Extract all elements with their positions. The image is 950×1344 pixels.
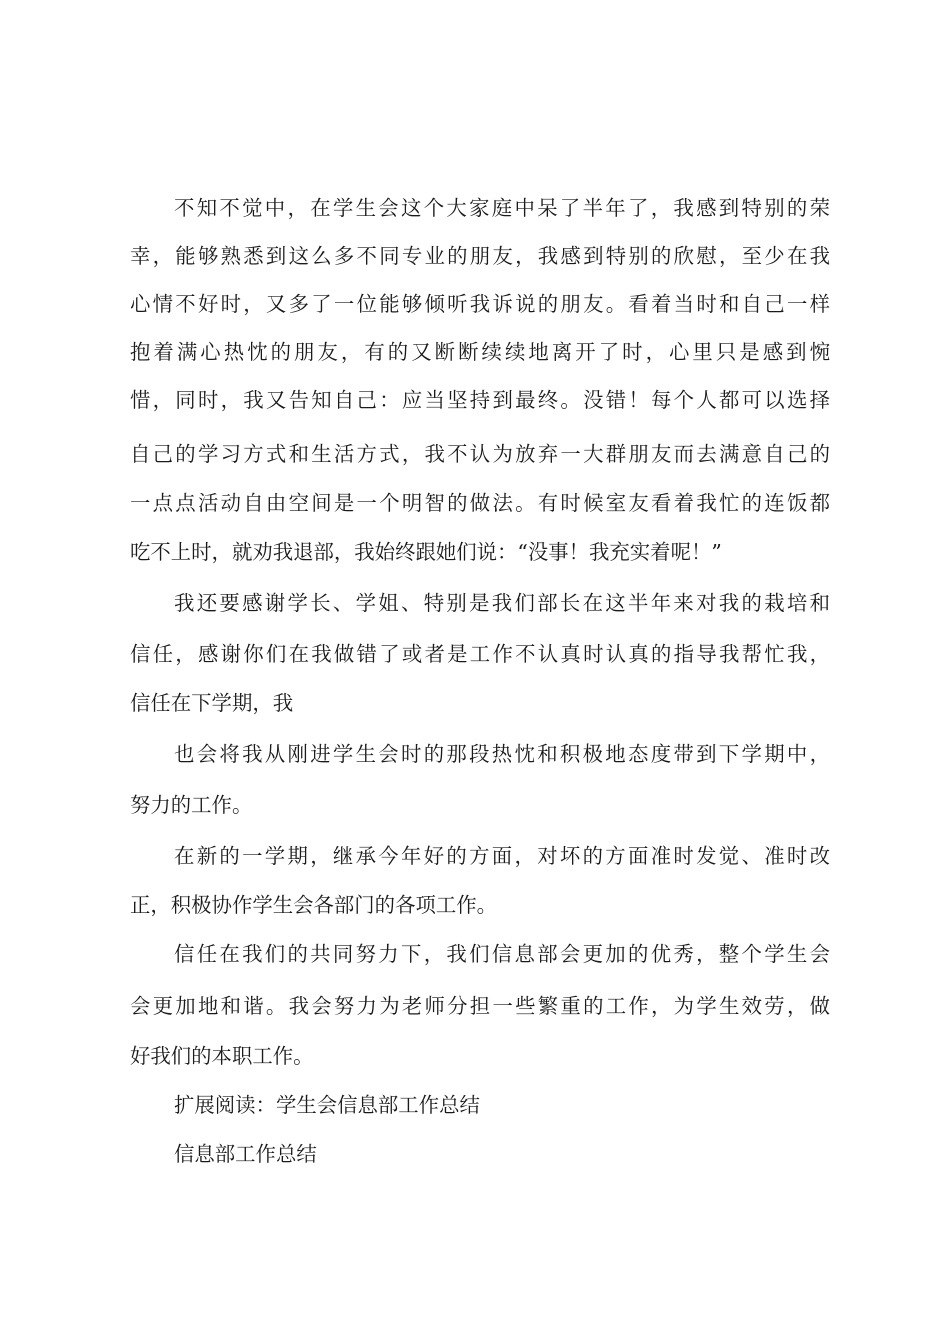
paragraph-3-line-1: 也会将我从刚进学生会时的那段热忱和积极地态度带到下学期中， [174,742,830,766]
paragraph-3-line-2: 努力的工作。 [130,793,253,817]
paragraph-2-line-1: 我还要感谢学长、学姐、特别是我们部长在这半年来对我的栽培和 [174,591,830,615]
paragraph-4-line-2: 正，积极协作学生会各部门的各项工作。 [130,893,498,917]
paragraph-1-line-1: 不知不觉中，在学生会这个大家庭中呆了半年了，我感到特别的荣 [174,196,830,220]
paragraph-5-line-3: 好我们的本职工作。 [130,1044,314,1068]
paragraph-1-line-7: 一点点活动自由空间是一个明智的做法。有时候室友看着我忙的连饭都 [130,491,830,515]
paragraph-2-line-2: 信任，感谢你们在我做错了或者是工作不认真时认真的指导我帮忙我， [130,642,830,666]
paragraph-4-line-1: 在新的一学期，继承今年好的方面，对坏的方面准时发觉、准时改 [174,844,830,868]
extended-reading-heading: 扩展阅读：学生会信息部工作总结 [174,1093,480,1117]
paragraph-1-line-6: 自己的学习方式和生活方式，我不认为放弃一大群朋友而去满意自己的 [130,442,830,466]
paragraph-2-line-3: 信任在下学期，我 [130,691,294,715]
paragraph-5-line-1: 信任在我们的共同努力下，我们信息部会更加的优秀，整个学生会 [174,942,830,966]
section-title: 信息部工作总结 [174,1142,317,1166]
paragraph-1-line-5: 惜，同时，我又告知自己：应当坚持到最终。没错！每个人都可以选择 [130,388,830,412]
paragraph-1-line-2: 幸，能够熟悉到这么多不同专业的朋友，我感到特别的欣慰，至少在我 [130,244,830,268]
paragraph-1-line-3: 心情不好时，又多了一位能够倾听我诉说的朋友。看着当时和自己一样 [130,292,830,316]
paragraph-5-line-2: 会更加地和谐。我会努力为老师分担一些繁重的工作，为学生效劳，做 [130,994,830,1018]
paragraph-1-line-8: 吃不上时，就劝我退部，我始终跟她们说：“没事！我充实着呢！” [130,540,722,564]
paragraph-1-line-4: 抱着满心热忱的朋友，有的又断断续续地离开了时，心里只是感到惋 [130,340,830,364]
